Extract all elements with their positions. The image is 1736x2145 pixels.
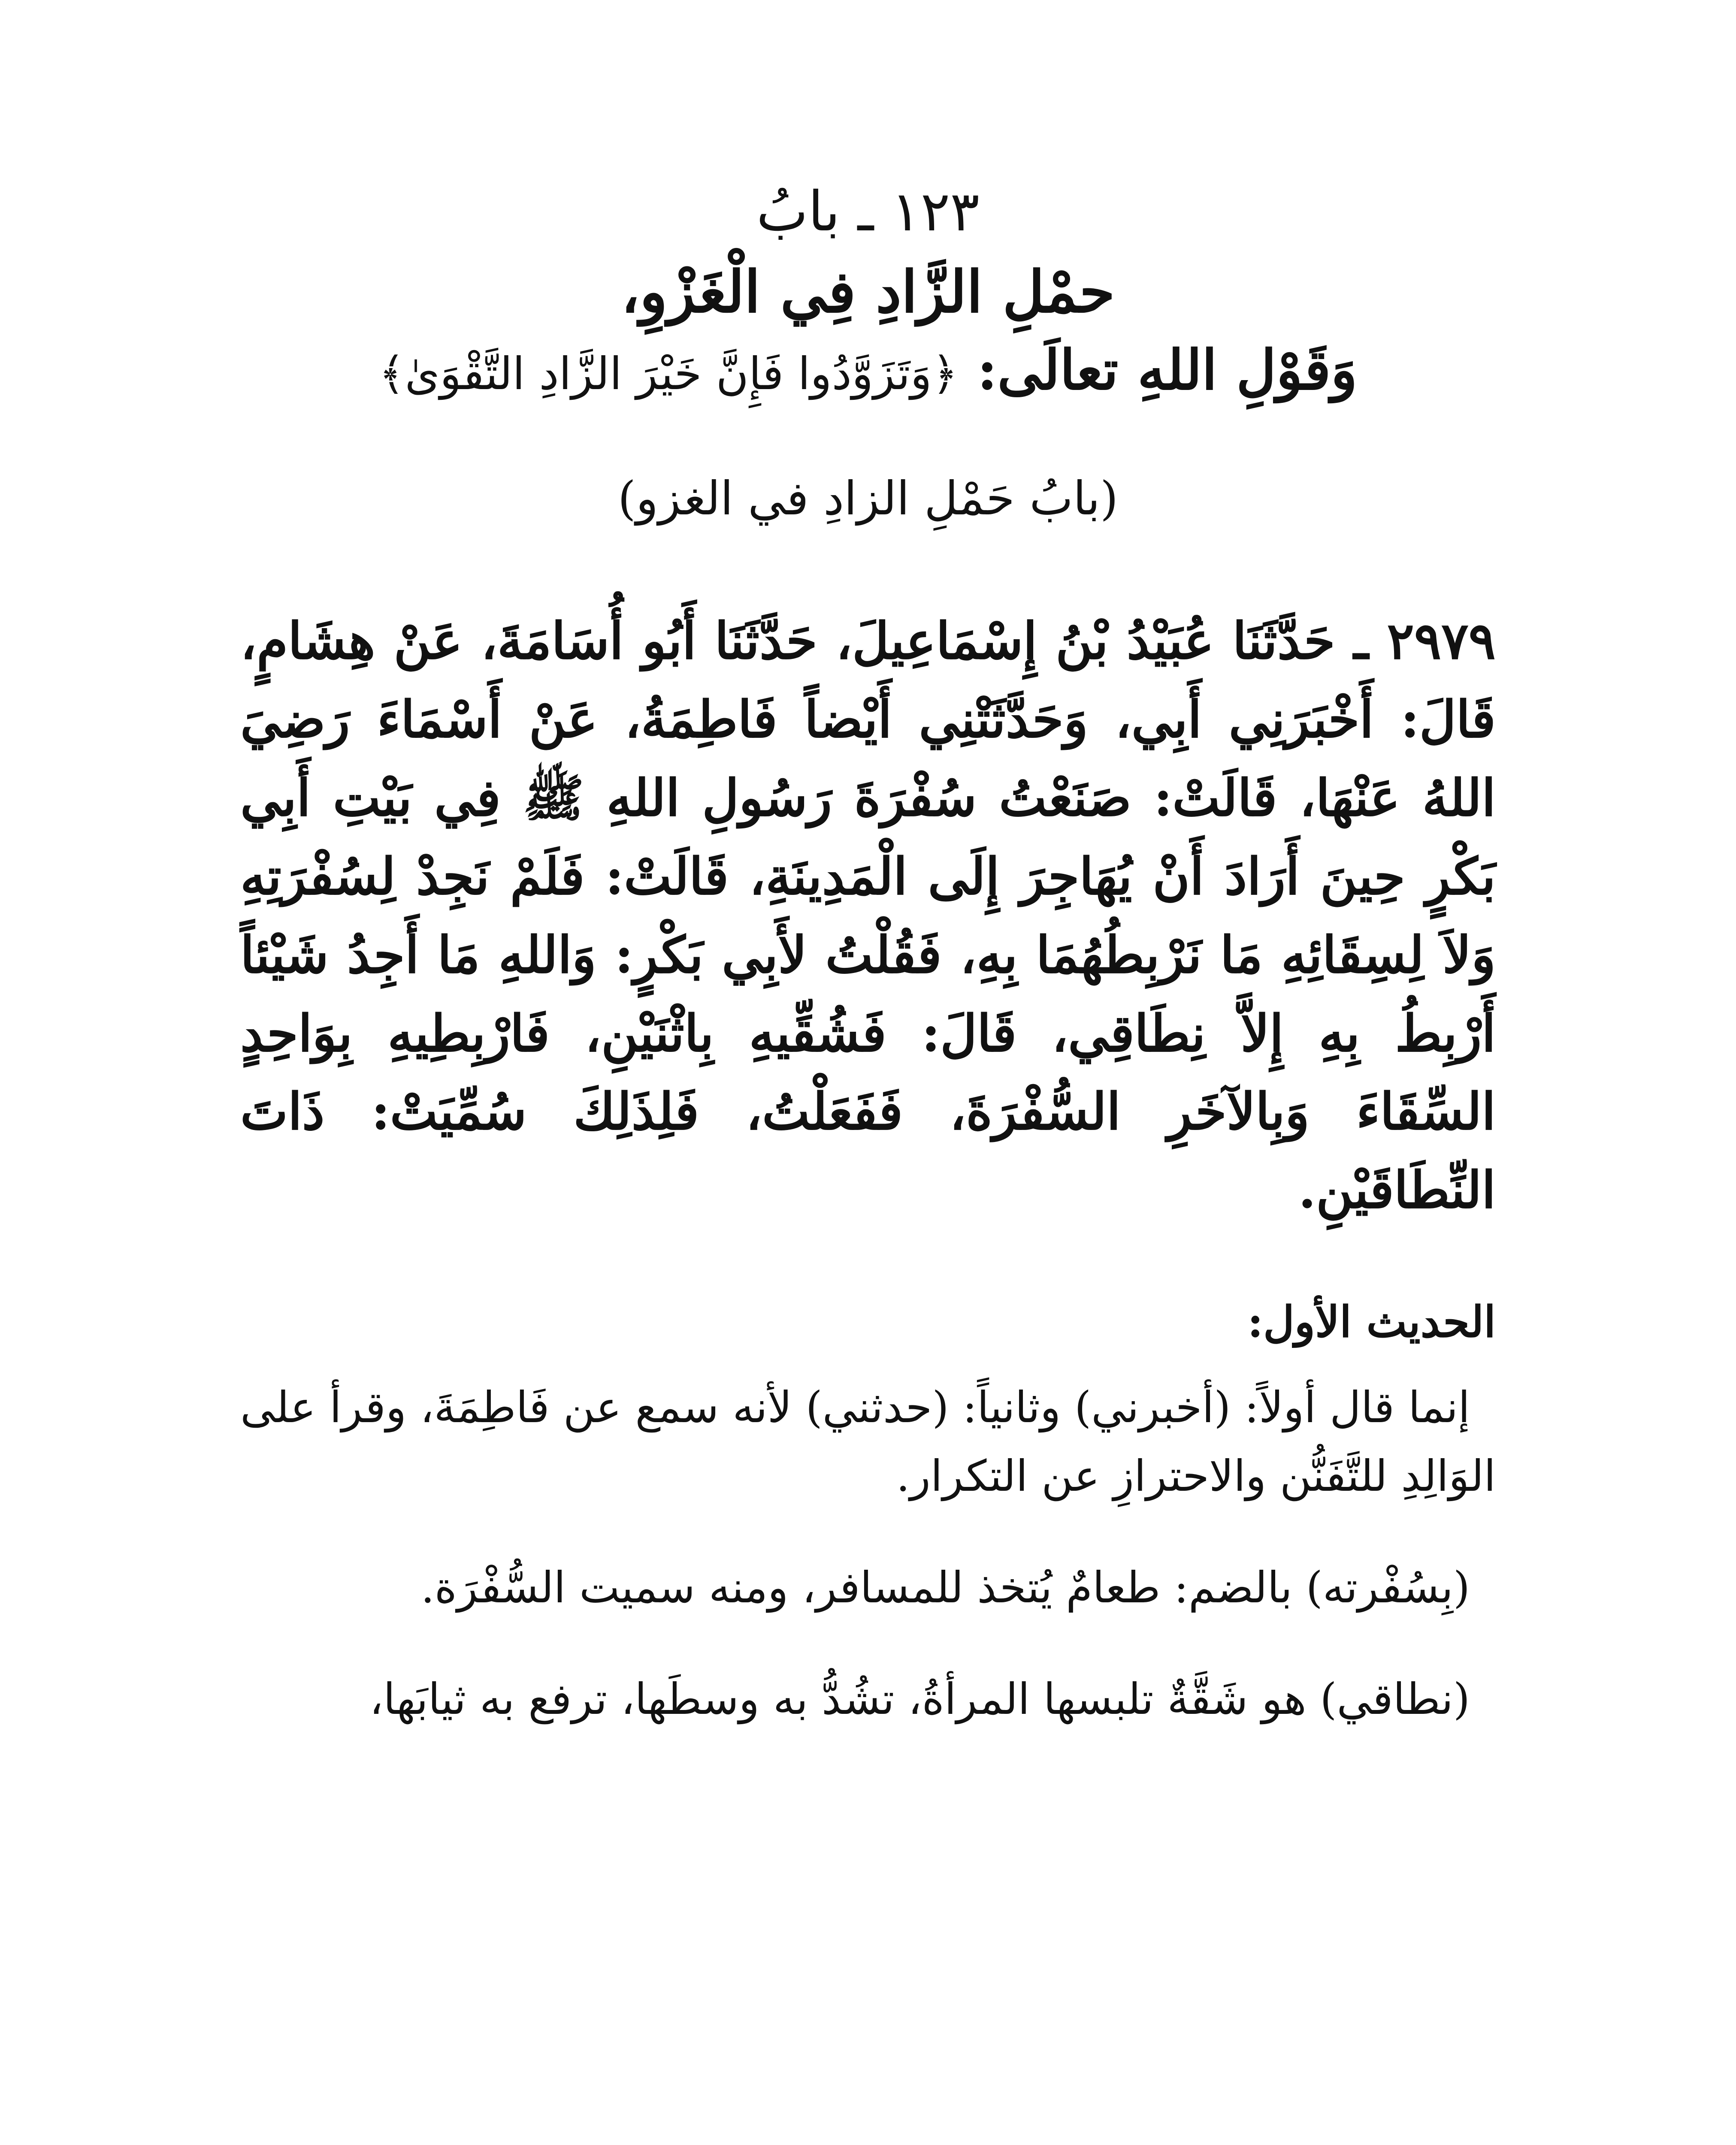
page-content bbox=[240, 180, 1496, 1776]
hadith-text: ٢٩٧٩ ـ حَدَّثَنَا عُبَيْدُ بْنُ إِسْمَاعِيلَ، حَدَّثَنَا أَبُو أُسَامَةَ، عَنْ هِشَامٍ، قَالَ: أَخْبَرَنِي أَبِي، وَحَدَّثَتْنِي أَيْضاً فَاطِمَةُ، عَنْ أَسْمَاءَ رَضِيَ اللهُ عَنْهَا، قَالَتْ: صَنَعْتُ سُفْرَةَ رَسُولِ اللهِ ﷺ فِي بَيْتِ أَبِي بَكْرٍ حِينَ أَرَادَ أَنْ يُهَاجِرَ إِلَى الْمَدِينَةِ، قَالَتْ: فَلَمْ نَجِدْ لِسُفْرَتِهِ وَلاَ لِسِقَائِهِ مَا نَرْبِطُهُمَا بِهِ، فَقُلْتُ لأَبِي بَكْرٍ: وَاللهِ مَا أَجِدُ شَيْئاً أَرْبِطُ بِهِ إِلاَّ نِطَاقِي، قَالَ: فَشُقِّيهِ بِاثْنَيْنِ، فَارْبِطِيهِ بِوَاحِدٍ السِّقَاءَ وَبِالآخَرِ السُّفْرَةَ، فَفَعَلْتُ، فَلِذَلِكَ سُمِّيَتْ: ذَاتَ النِّطَاقَيْنِ. bbox=[240, 611, 1496, 1220]
chapter-title: حمْلِ الزَّادِ فِي الْغَزْوِ، bbox=[621, 258, 1115, 326]
commentary-paragraph: (بِسُفْرته) بالضم: طعامٌ يُتخذ للمسافر، ومنه سميت السُّفْرَة. bbox=[420, 1562, 1470, 1613]
commentary-paragraph: (نطاقي) هو شَقَّةٌ تلبسها المرأةُ، تشُدُّ به وسطَها، ترفع به ثيابَها، bbox=[369, 1674, 1470, 1725]
commentary-paragraph: إنما قال أولاً: (أخبرني) وثانياً: (حدثني) لأنه سمع عن فَاطِمَةَ، وقرأ على الوَالِدِ للتَّفَنُّن والاحترازِ عن التكرار. bbox=[240, 1382, 1496, 1502]
verse-intro: وَقَوْلِ اللهِ تعالَى: bbox=[977, 338, 1358, 402]
chapter-verse-line bbox=[240, 336, 1496, 405]
chapter-number: ١٢٣ ـ بابُ bbox=[756, 180, 980, 244]
sub-title: (بابُ حَمْلِ الزادِ في الغزو) bbox=[617, 471, 1119, 526]
commentary-heading: الحديث الأول: bbox=[1247, 1296, 1496, 1347]
quran-verse-quote: ﴿وَتَزَوَّدُوا فَإِنَّ خَيْرَ الزَّادِ التَّقْوَىٰ﴾ bbox=[378, 347, 958, 400]
